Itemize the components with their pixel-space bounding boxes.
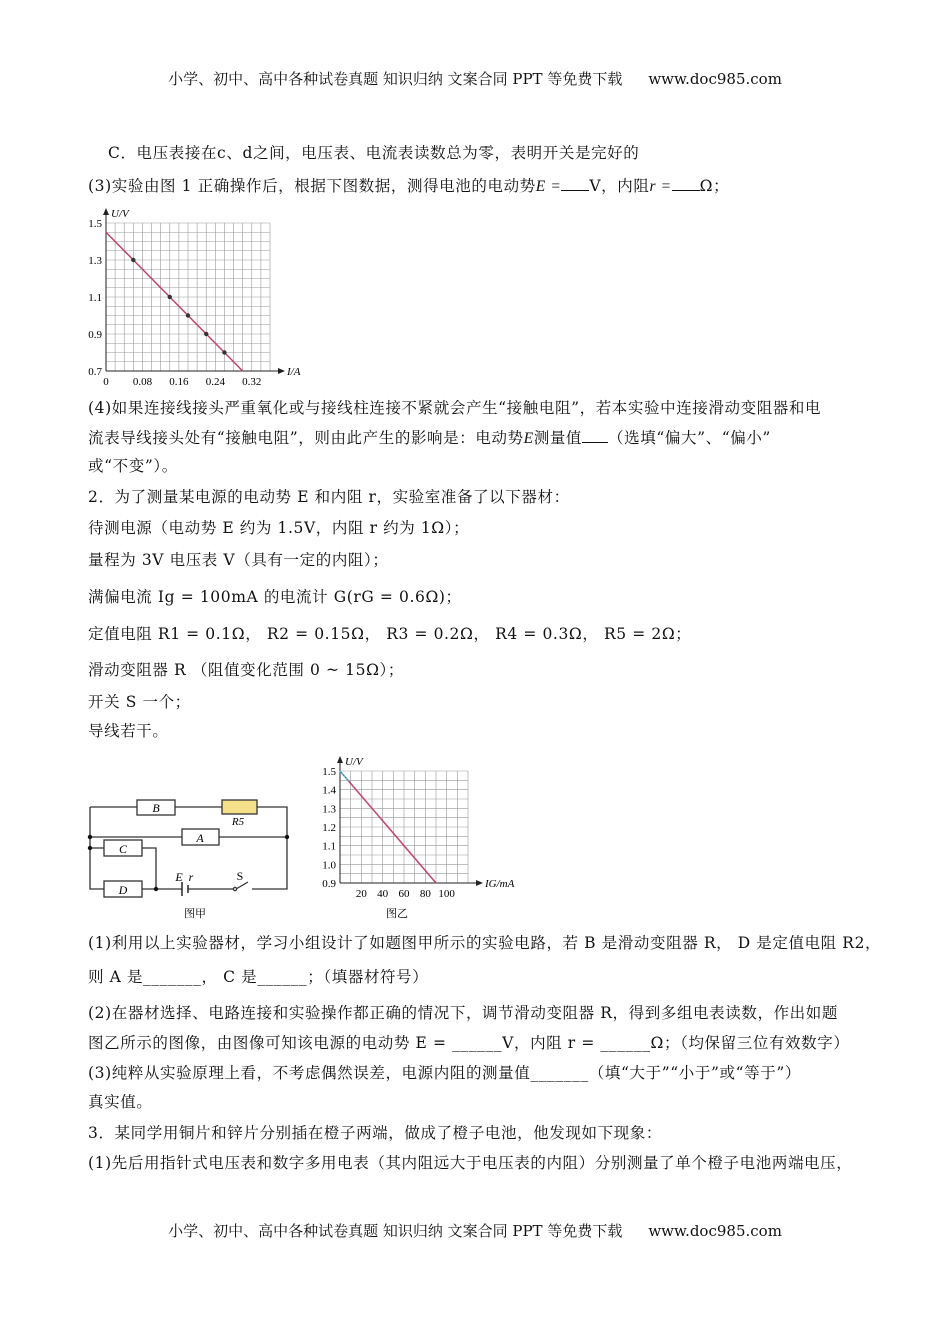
label-b: B	[152, 801, 160, 815]
page-footer	[0, 1220, 950, 1241]
y-tick-label: 1.5	[88, 218, 102, 230]
y-tick-label: 1.5	[322, 766, 336, 778]
y-tick-label: 1.4	[322, 784, 336, 797]
sub-question-1-line2: 则 A 是_______， C 是______；（填器材符号）	[88, 968, 429, 986]
equipment-item: 待测电源（电动势 E 约为 1.5V，内阻 r 约为 1Ω）；	[88, 519, 470, 537]
x-tick-label: 40	[377, 888, 389, 900]
y-tick-label: 1.3	[322, 803, 336, 816]
equipment-item: 滑动变阻器 R （阻值变化范围 0 ~ 15Ω）；	[88, 661, 404, 679]
header-text: 小学、初中、高中各种试卷真题 知识归纳 文案合同 PPT 等免费下载	[168, 70, 623, 88]
x-tick-label: 60	[398, 888, 410, 900]
figure-a-caption: 图甲	[184, 907, 206, 920]
y-tick-label: 1.2	[322, 822, 336, 834]
question-3: (3)实验由图 1 正确操作后，根据下图数据，测得电池的电动势E = V，内阻r = Ω；	[88, 177, 730, 195]
y-tick-label: 1.1	[88, 292, 102, 304]
label-d: D	[118, 883, 128, 897]
x-tick-label: 0.24	[205, 376, 225, 388]
label-r: r	[188, 870, 194, 884]
label-a: A	[196, 831, 204, 845]
sub-question-3-line1: (3)纯粹从实验原理上看，不考虑偶然误差，电源内阻的测量值_______（填“大于”“小于”或“等于”）	[88, 1064, 801, 1082]
equipment-item: 量程为 3V 电压表 V（具有一定的内阻）；	[88, 551, 389, 569]
x-tick-label: 0	[103, 376, 109, 388]
y-axis-label: U/V	[345, 756, 363, 768]
footer-url[interactable]: www.doc985.com	[648, 1222, 782, 1240]
footer-text: 小学、初中、高中各种试卷真题 知识归纳 文案合同 PPT 等免费下载	[168, 1222, 623, 1240]
answer-blank[interactable]	[672, 176, 700, 191]
y-axis-arrow	[337, 756, 343, 763]
label-r5: R5	[231, 816, 245, 828]
sub-question-2-line2: 图乙所示的图像，由图像可知该电源的电动势 E = ______V，内阻 r = ______Ω；（均保留三位有效数字）	[88, 1034, 850, 1052]
x-tick-label: 20	[355, 888, 367, 900]
figure-b-caption: 图乙	[386, 907, 408, 920]
x-tick-label: 100	[438, 888, 455, 900]
label-c: C	[118, 842, 128, 856]
label-e: E	[175, 870, 183, 884]
question-4-line1: (4)如果连接线接头严重氧化或与接线柱连接不紧就会产生“接触电阻”，若本实验中连接滑动变阻器和电	[88, 399, 822, 417]
answer-blank[interactable]	[582, 428, 608, 443]
x-tick-label: 80	[419, 888, 431, 900]
y-tick-label: 1.1	[322, 840, 336, 853]
equipment-item: 开关 S 一个；	[88, 693, 191, 711]
option-c: C．电压表接在c、d之间，电压表、电流表读数总为零，表明开关是完好的	[108, 144, 640, 162]
equipment-item: 定值电阻 R1 = 0.1Ω， R2 = 0.15Ω， R3 = 0.2Ω， R4 = 0.3Ω， R5 = 2Ω；	[88, 625, 692, 643]
y-tick-label: 0.9	[322, 878, 336, 890]
sub-question-1-line1: (1)利用以上实验器材，学习小组设计了如题图甲所示的实验电路，若 B 是滑动变阻器 R， D 是定值电阻 R2，	[88, 934, 882, 952]
header-url[interactable]: www.doc985.com	[648, 70, 782, 88]
u-ig-chart	[300, 745, 540, 923]
y-axis-label: U/V	[111, 208, 129, 220]
circuit-diagram	[0, 0, 300, 925]
x-axis-arrow	[476, 880, 483, 886]
x-tick-label: 0.32	[242, 376, 262, 388]
question-4-line3: 或“不变”）。	[88, 457, 178, 475]
sub-question-3-line2: 真实值。	[88, 1093, 153, 1111]
problem-2-title: 2．为了测量某电源的电动势 E 和内阻 r，实验室准备了以下器材：	[88, 488, 570, 506]
x-tick-label: 0.08	[132, 376, 153, 388]
problem-3-title: 3．某同学用铜片和锌片分别插在橙子两端，做成了橙子电池，他发现如下现象：	[88, 1124, 662, 1142]
x-axis-label: I/A	[287, 366, 301, 378]
answer-blank[interactable]	[561, 176, 589, 191]
sub-question-2-line1: (2)在器材选择、电路连接和实验操作都正确的情况下，调节滑动变阻器 R，得到多组电表读数，作出如题	[88, 1004, 838, 1022]
problem-3-line1: (1)先后用指针式电压表和数字多用电表（其内阻远大于电压表的内阻）分别测量了单个橙子电池两端电压，	[88, 1154, 853, 1172]
question-4-line2: 流表导线接头处有“接触电阻”，则由此产生的影响是：电动势E测量值 （选填“偏大”、“偏小”	[88, 429, 771, 447]
equipment-item: 满偏电流 Ig = 100mA 的电流计 G(rG = 0.6Ω)；	[88, 588, 462, 606]
x-tick-label: 0.16	[169, 376, 189, 388]
y-tick-label: 1.3	[88, 255, 102, 267]
x-axis-label: IG/mA	[485, 878, 515, 890]
equipment-item: 导线若干。	[88, 722, 169, 740]
label-s: S	[236, 869, 244, 883]
y-tick-label: 1.0	[322, 859, 336, 872]
y-tick-label: 0.9	[88, 329, 102, 341]
y-tick-label: 0.7	[88, 366, 102, 378]
